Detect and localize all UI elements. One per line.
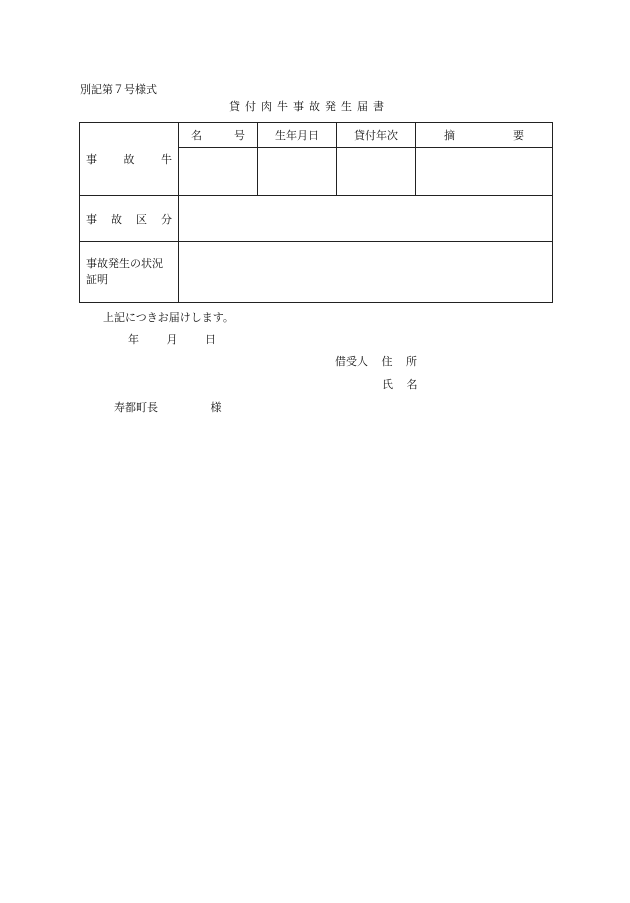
accident-situation-field[interactable] bbox=[179, 242, 553, 303]
column-header-char: 名 bbox=[191, 129, 202, 142]
column-header-char: 摘 bbox=[444, 129, 455, 142]
column-header-char: 号 bbox=[234, 129, 245, 142]
column-header-remarks bbox=[416, 123, 553, 148]
accident-category-label bbox=[80, 196, 179, 242]
situation-label-line2: 証明 bbox=[86, 273, 108, 286]
accident-cattle-label-char: 牛 bbox=[161, 153, 172, 166]
borrower-address-line bbox=[335, 356, 417, 367]
accident-category-label-char: 区 bbox=[136, 212, 147, 226]
accident-category-label-char: 事 bbox=[86, 212, 97, 226]
date-day-label: 日 bbox=[205, 333, 216, 346]
accident-cattle-label-char: 故 bbox=[123, 153, 135, 166]
accident-cattle-label bbox=[80, 123, 179, 196]
borrower-name-line bbox=[382, 379, 418, 390]
addressee-honorific: 様 bbox=[210, 401, 222, 414]
form-number: 別記第７号様式 bbox=[80, 83, 157, 96]
document-title: 貸付肉牛事故発生届書 bbox=[229, 100, 389, 113]
birth-date-field[interactable] bbox=[258, 148, 337, 196]
name-label-char: 名 bbox=[406, 378, 418, 391]
accident-cattle-label-char: 事 bbox=[86, 153, 97, 166]
name-number-field[interactable] bbox=[179, 148, 258, 196]
column-header-name-number bbox=[179, 123, 258, 148]
loan-year-field[interactable] bbox=[337, 148, 416, 196]
column-header-loan-year: 貸付年次 bbox=[337, 123, 416, 148]
address-label-char: 所 bbox=[406, 355, 417, 368]
accident-situation-label bbox=[80, 242, 179, 303]
accident-category-label-char: 故 bbox=[111, 212, 122, 226]
date-month-label: 月 bbox=[166, 333, 178, 346]
address-label-char: 住 bbox=[381, 355, 393, 368]
addressee-title: 寿都町長 bbox=[114, 401, 158, 414]
remarks-field[interactable] bbox=[416, 148, 553, 196]
column-header-birth-date: 生年月日 bbox=[258, 123, 337, 148]
date-line bbox=[128, 334, 216, 345]
borrower-label: 借受人 bbox=[335, 355, 368, 368]
situation-label-line1: 事故発生の状況 bbox=[86, 256, 163, 270]
addressee-line bbox=[114, 402, 222, 413]
name-label-char: 氏 bbox=[382, 378, 393, 391]
accident-category-field[interactable] bbox=[179, 196, 553, 242]
date-year-label: 年 bbox=[128, 333, 139, 346]
accident-category-label-char: 分 bbox=[161, 212, 172, 226]
column-header-char: 要 bbox=[513, 129, 524, 142]
notice-text: 上記につきお届けします。 bbox=[103, 311, 234, 324]
accident-report-table bbox=[79, 122, 553, 303]
